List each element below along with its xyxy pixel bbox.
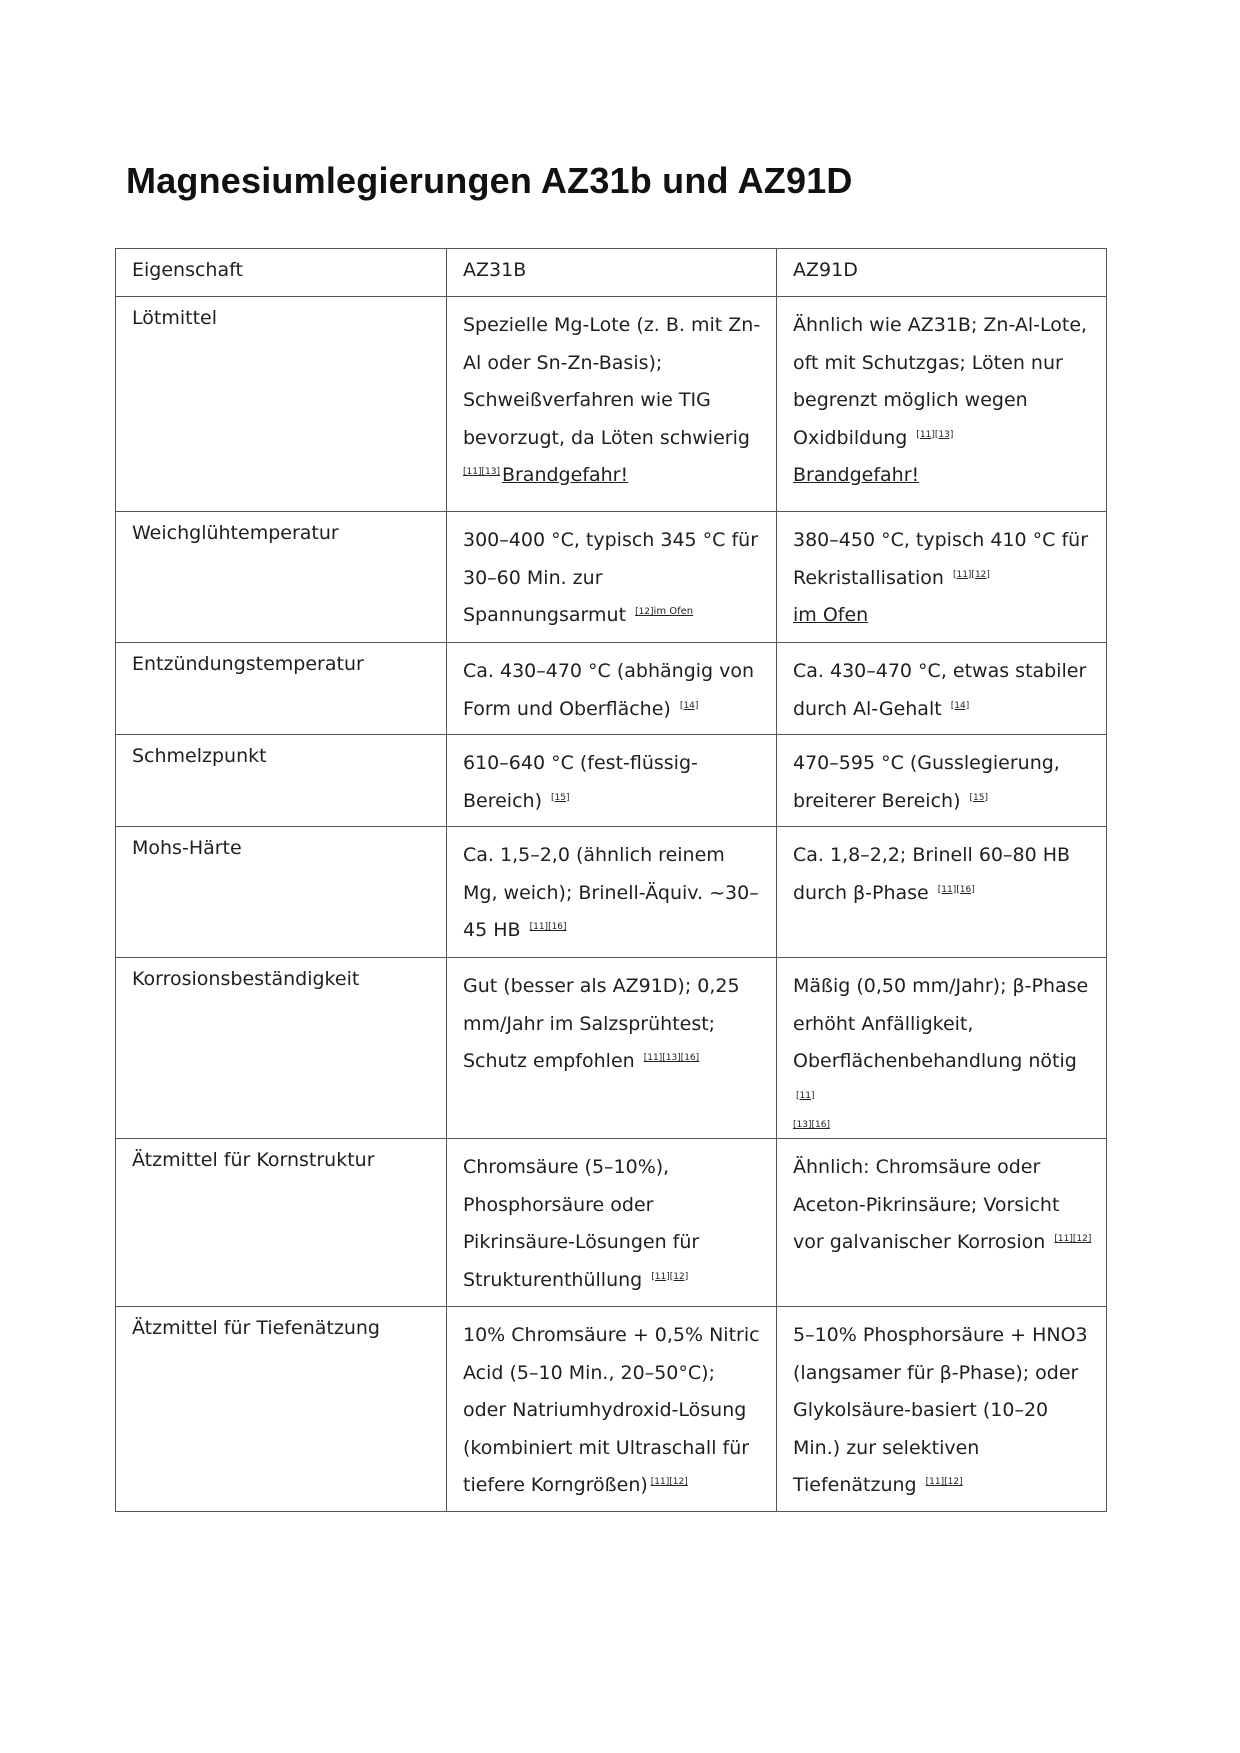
- az91d-cell: [777, 1307, 1107, 1512]
- cell-text: Ähnlich: Chromsäure oder Aceton-Pikrinsäure; Vorsicht vor galvanischer Korrosion: [793, 1156, 1060, 1253]
- az91d-cell: [777, 735, 1107, 827]
- property-cell: Ätzmittel für Kornstruktur: [116, 1139, 447, 1307]
- reference-citation[interactable]: [11]: [796, 1090, 815, 1101]
- cell-text: 10% Chromsäure + 0,5% Nitric Acid (5–10 Min., 20–50°C); oder Natriumhydroxid-Lösung (kombiniert mit Ultraschall für tiefere Korngrößen): [463, 1324, 760, 1496]
- az91d-cell: [777, 827, 1107, 958]
- table-row: [116, 735, 1107, 827]
- reference-citation[interactable]: [11][13]: [916, 429, 954, 440]
- handwritten-note: Brandgefahr!: [501, 464, 629, 486]
- table-row: [116, 512, 1107, 643]
- reference-citation[interactable]: [11][12]: [925, 1477, 963, 1487]
- table-row: [116, 827, 1107, 958]
- az31b-cell: [447, 297, 777, 512]
- az91d-cell: [777, 1139, 1107, 1307]
- cell-text: 470–595 °C (Gusslegierung, breiterer Bereich): [793, 752, 1060, 812]
- az31b-cell: [447, 643, 777, 735]
- az31b-cell: [447, 512, 777, 643]
- az91d-cell: [777, 958, 1107, 1139]
- handwritten-note: Brandgefahr!: [793, 464, 920, 486]
- properties-table: [115, 248, 1107, 1512]
- cell-text: Mäßig (0,50 mm/Jahr); β-Phase erhöht Anfälligkeit, Oberflächenbehandlung nötig: [793, 975, 1089, 1072]
- cell-text: Gut (besser als AZ91D); 0,25 mm/Jahr im Salzsprühtest; Schutz empfohlen: [463, 975, 740, 1072]
- cell-text: 5–10% Phosphorsäure + HNO3 (langsamer für β-Phase); oder Glykolsäure-basiert (10–20 Min.) zur selektiven Tiefenätzung: [793, 1324, 1088, 1496]
- property-cell: Korrosionsbeständigkeit: [116, 958, 447, 1139]
- reference-citation[interactable]: [14]: [950, 700, 970, 711]
- cell-text: Ca. 1,8–2,2; Brinell 60–80 HB durch β-Phase: [793, 844, 1071, 904]
- reference-citation[interactable]: [13][16]: [793, 1120, 830, 1130]
- az31b-cell: [447, 735, 777, 827]
- reference-citation[interactable]: [11][16]: [529, 922, 567, 932]
- property-cell: Ätzmittel für Tiefenätzung: [116, 1307, 447, 1512]
- reference-citation[interactable]: [11][16]: [937, 884, 975, 895]
- cell-text: 610–640 °C (fest-flüssig-Bereich): [463, 752, 698, 812]
- table-row: [116, 1307, 1107, 1512]
- header-cell-property: Eigenschaft: [116, 249, 447, 297]
- az91d-cell: [777, 512, 1107, 643]
- cell-text: Ähnlich wie AZ31B; Zn-Al-Lote, oft mit Schutzgas; Löten nur begrenzt möglich wegen Oxidbildung: [793, 314, 1088, 449]
- property-cell: Schmelzpunkt: [116, 735, 447, 827]
- handwritten-note: im Ofen: [653, 606, 694, 617]
- table-row: [116, 643, 1107, 735]
- reference-citation[interactable]: [11][13]: [463, 467, 500, 477]
- property-cell: Entzündungstemperatur: [116, 643, 447, 735]
- reference-citation[interactable]: [15]: [969, 792, 989, 803]
- cell-text: Ca. 430–470 °C, etwas stabiler durch Al-Gehalt: [793, 660, 1087, 720]
- reference-citation[interactable]: [11][12]: [650, 1477, 688, 1487]
- az31b-cell: [447, 1139, 777, 1307]
- table-row: [116, 958, 1107, 1139]
- reference-citation[interactable]: [12]: [635, 607, 654, 617]
- reference-citation[interactable]: [14]: [679, 700, 699, 711]
- cell-text: Ca. 430–470 °C (abhängig von Form und Oberfläche): [463, 660, 755, 720]
- az91d-cell: [777, 297, 1107, 512]
- reference-citation[interactable]: [11][12]: [651, 1271, 689, 1282]
- cell-text: 380–450 °C, typisch 410 °C für Rekristallisation: [793, 529, 1089, 589]
- property-cell: Mohs-Härte: [116, 827, 447, 958]
- reference-citation[interactable]: [15]: [551, 792, 570, 803]
- table-row: [116, 1139, 1107, 1307]
- az91d-cell: [777, 643, 1107, 735]
- table-row: [116, 297, 1107, 512]
- reference-citation[interactable]: [11][12]: [1054, 1234, 1092, 1244]
- cell-text: Ca. 1,5–2,0 (ähnlich reinem Mg, weich); Brinell-Äquiv. ~30–45 HB: [463, 844, 759, 941]
- reference-citation[interactable]: [11][12]: [952, 569, 990, 580]
- header-cell-az91d: AZ91D: [777, 249, 1107, 297]
- az31b-cell: [447, 827, 777, 958]
- cell-text: Chromsäure (5–10%), Phosphorsäure oder Pikrinsäure-Lösungen für Strukturenthüllung: [463, 1156, 700, 1291]
- table-header-row: [116, 249, 1107, 297]
- az31b-cell: [447, 958, 777, 1139]
- cell-text: Spezielle Mg-Lote (z. B. mit Zn-Al oder Sn-Zn-Basis); Schweißverfahren wie TIG bevorzugt, da Löten schwierig: [463, 314, 761, 449]
- page-title: Magnesiumlegierungen AZ31b und AZ91D: [126, 160, 853, 201]
- az31b-cell: [447, 1307, 777, 1512]
- property-cell: Weichglühtemperatur: [116, 512, 447, 643]
- property-cell: Lötmittel: [116, 297, 447, 512]
- header-cell-az31b: AZ31B: [447, 249, 777, 297]
- cell-text: 300–400 °C, typisch 345 °C für 30–60 Min. zur Spannungsarmut: [463, 529, 759, 626]
- reference-citation[interactable]: [11][13][16]: [643, 1053, 700, 1063]
- handwritten-note: im Ofen: [793, 604, 869, 626]
